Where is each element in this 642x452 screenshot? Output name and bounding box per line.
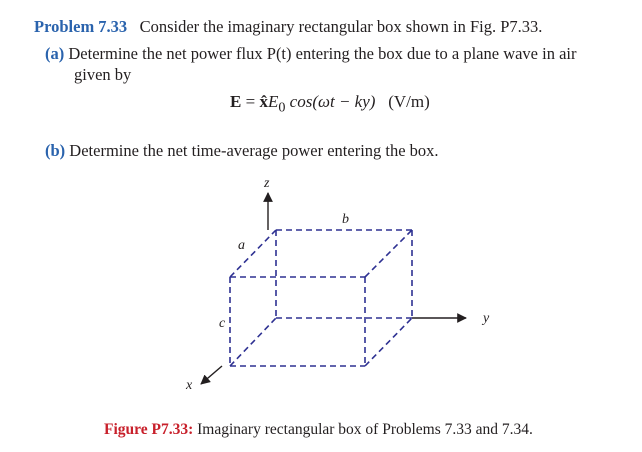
dimension-c-label: c bbox=[219, 316, 226, 331]
equation-amplitude-sub: 0 bbox=[278, 99, 286, 116]
equation-units: (V/m) bbox=[388, 92, 430, 111]
equation-lhs: E bbox=[230, 92, 242, 111]
part-b-text: Determine the net time-average power entering the box. bbox=[69, 141, 439, 160]
equation-function: cos(ωt − ky) bbox=[289, 92, 376, 111]
box-edge-depth-top-left bbox=[230, 230, 276, 277]
problem-label: Problem 7.33 bbox=[34, 17, 128, 36]
caption-label: Figure P7.33: bbox=[104, 421, 194, 438]
x-axis bbox=[201, 366, 222, 384]
part-b-label: (b) bbox=[45, 141, 66, 160]
axis-x-label: x bbox=[186, 378, 193, 393]
box-edges bbox=[230, 230, 412, 366]
axis-z-label: z bbox=[264, 176, 270, 191]
axis-y-label: y bbox=[483, 311, 490, 326]
equation-equals: = bbox=[245, 92, 256, 111]
box-edge-depth-bottom-left bbox=[230, 318, 276, 366]
box-edge-depth-bottom-right bbox=[365, 318, 412, 366]
box-edge-depth-top-right bbox=[365, 230, 412, 277]
figure-caption bbox=[104, 421, 533, 439]
part-a-label: (a) bbox=[45, 44, 65, 63]
part-a-text-2: given by bbox=[74, 65, 132, 84]
problem-text: Consider the imaginary rectangular box shown in Fig. P7.33. bbox=[139, 17, 543, 36]
caption-text: Imaginary rectangular box of Problems 7.33 and 7.34. bbox=[197, 421, 533, 438]
dimension-b-label: b bbox=[342, 212, 349, 227]
dimension-a-label: a bbox=[238, 238, 245, 253]
equation-unit-vector: x̂ bbox=[259, 92, 268, 111]
part-a-text-1: Determine the net power flux P(t) entering the box due to a plane wave in air bbox=[68, 44, 577, 63]
equation-amplitude: E bbox=[267, 92, 279, 111]
